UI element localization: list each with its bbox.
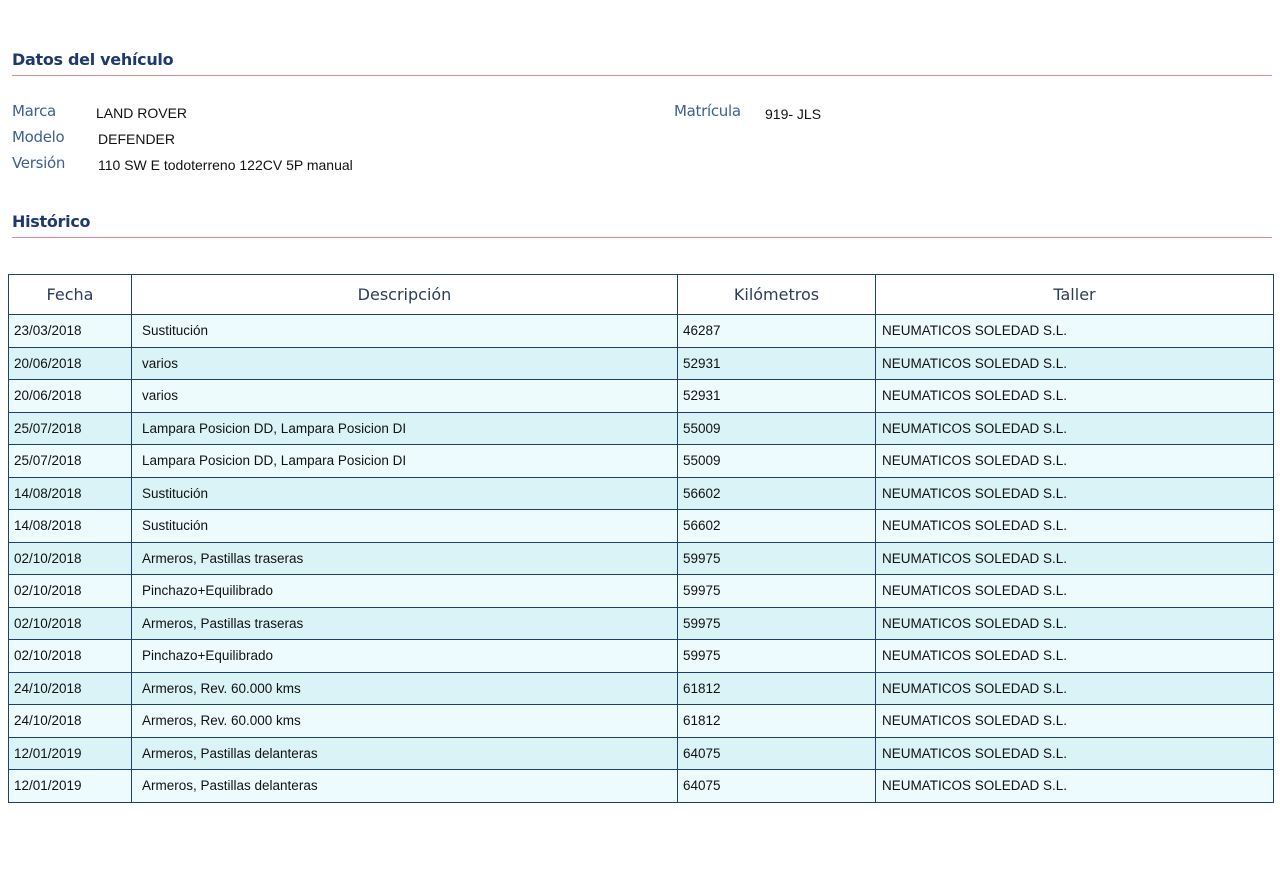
description-cell: Lampara Posicion DD, Lampara Posicion DI — [132, 412, 678, 445]
table-row — [9, 315, 1274, 348]
kilometers-cell: 55009 — [678, 412, 876, 445]
vehicle-section-title: Datos del vehículo — [12, 50, 174, 69]
model-label: Modelo — [12, 128, 65, 146]
date-cell: 20/06/2018 — [9, 380, 132, 413]
column-header-descripcion: Descripción — [132, 275, 678, 315]
workshop-cell: NEUMATICOS SOLEDAD S.L. — [876, 477, 1274, 510]
table-row — [9, 672, 1274, 705]
table-row — [9, 510, 1274, 543]
kilometers-cell: 52931 — [678, 380, 876, 413]
plate-label: Matrícula — [674, 102, 741, 120]
description-cell: varios — [132, 380, 678, 413]
date-cell: 02/10/2018 — [9, 575, 132, 608]
date-cell: 14/08/2018 — [9, 510, 132, 543]
kilometers-cell: 59975 — [678, 640, 876, 673]
description-cell: Armeros, Pastillas traseras — [132, 607, 678, 640]
table-row — [9, 607, 1274, 640]
workshop-cell: NEUMATICOS SOLEDAD S.L. — [876, 315, 1274, 348]
table-row — [9, 347, 1274, 380]
workshop-cell: NEUMATICOS SOLEDAD S.L. — [876, 412, 1274, 445]
date-cell: 25/07/2018 — [9, 445, 132, 478]
table-row — [9, 705, 1274, 738]
version-value: 110 SW E todoterreno 122CV 5P manual — [98, 157, 353, 173]
history-section-title: Histórico — [12, 212, 91, 231]
date-cell: 23/03/2018 — [9, 315, 132, 348]
column-header-taller: Taller — [876, 275, 1274, 315]
workshop-cell: NEUMATICOS SOLEDAD S.L. — [876, 575, 1274, 608]
date-cell: 20/06/2018 — [9, 347, 132, 380]
table-row — [9, 737, 1274, 770]
date-cell: 02/10/2018 — [9, 607, 132, 640]
brand-value: LAND ROVER — [96, 105, 188, 121]
kilometers-cell: 56602 — [678, 510, 876, 543]
description-cell: Sustitución — [132, 510, 678, 543]
kilometers-cell: 61812 — [678, 672, 876, 705]
workshop-cell: NEUMATICOS SOLEDAD S.L. — [876, 672, 1274, 705]
table-row — [9, 640, 1274, 673]
table-row — [9, 542, 1274, 575]
workshop-cell: NEUMATICOS SOLEDAD S.L. — [876, 705, 1274, 738]
date-cell: 02/10/2018 — [9, 640, 132, 673]
description-cell: Sustitución — [132, 315, 678, 348]
brand-label: Marca — [12, 102, 56, 120]
description-cell: varios — [132, 347, 678, 380]
table-row — [9, 445, 1274, 478]
model-value: DEFENDER — [98, 131, 176, 147]
version-label: Versión — [12, 154, 66, 172]
date-cell: 24/10/2018 — [9, 705, 132, 738]
kilometers-cell: 46287 — [678, 315, 876, 348]
history-table-body — [9, 315, 1274, 803]
description-cell: Pinchazo+Equilibrado — [132, 640, 678, 673]
workshop-cell: NEUMATICOS SOLEDAD S.L. — [876, 542, 1274, 575]
plate-value: 919- JLS — [765, 106, 822, 122]
table-row — [9, 575, 1274, 608]
column-header-fecha: Fecha — [9, 275, 132, 315]
kilometers-cell: 59975 — [678, 607, 876, 640]
kilometers-cell: 55009 — [678, 445, 876, 478]
kilometers-cell: 64075 — [678, 770, 876, 803]
kilometers-cell: 61812 — [678, 705, 876, 738]
workshop-cell: NEUMATICOS SOLEDAD S.L. — [876, 607, 1274, 640]
date-cell: 12/01/2019 — [9, 737, 132, 770]
workshop-cell: NEUMATICOS SOLEDAD S.L. — [876, 347, 1274, 380]
description-cell: Lampara Posicion DD, Lampara Posicion DI — [132, 445, 678, 478]
description-cell: Sustitución — [132, 477, 678, 510]
description-cell: Armeros, Pastillas traseras — [132, 542, 678, 575]
history-table — [8, 274, 1274, 803]
workshop-cell: NEUMATICOS SOLEDAD S.L. — [876, 770, 1274, 803]
kilometers-cell: 64075 — [678, 737, 876, 770]
column-header-kilometros: Kilómetros — [678, 275, 876, 315]
kilometers-cell: 59975 — [678, 575, 876, 608]
description-cell: Pinchazo+Equilibrado — [132, 575, 678, 608]
table-row — [9, 380, 1274, 413]
date-cell: 24/10/2018 — [9, 672, 132, 705]
workshop-cell: NEUMATICOS SOLEDAD S.L. — [876, 445, 1274, 478]
table-row — [9, 477, 1274, 510]
kilometers-cell: 52931 — [678, 347, 876, 380]
date-cell: 12/01/2019 — [9, 770, 132, 803]
vehicle-section-divider — [12, 75, 1272, 76]
history-section-divider — [12, 237, 1272, 238]
date-cell: 14/08/2018 — [9, 477, 132, 510]
workshop-cell: NEUMATICOS SOLEDAD S.L. — [876, 640, 1274, 673]
date-cell: 02/10/2018 — [9, 542, 132, 575]
workshop-cell: NEUMATICOS SOLEDAD S.L. — [876, 380, 1274, 413]
description-cell: Armeros, Pastillas delanteras — [132, 737, 678, 770]
description-cell: Armeros, Rev. 60.000 kms — [132, 705, 678, 738]
kilometers-cell: 56602 — [678, 477, 876, 510]
description-cell: Armeros, Pastillas delanteras — [132, 770, 678, 803]
kilometers-cell: 59975 — [678, 542, 876, 575]
table-row — [9, 412, 1274, 445]
date-cell: 25/07/2018 — [9, 412, 132, 445]
description-cell: Armeros, Rev. 60.000 kms — [132, 672, 678, 705]
history-header-row — [9, 275, 1274, 315]
workshop-cell: NEUMATICOS SOLEDAD S.L. — [876, 510, 1274, 543]
workshop-cell: NEUMATICOS SOLEDAD S.L. — [876, 737, 1274, 770]
table-row — [9, 770, 1274, 803]
